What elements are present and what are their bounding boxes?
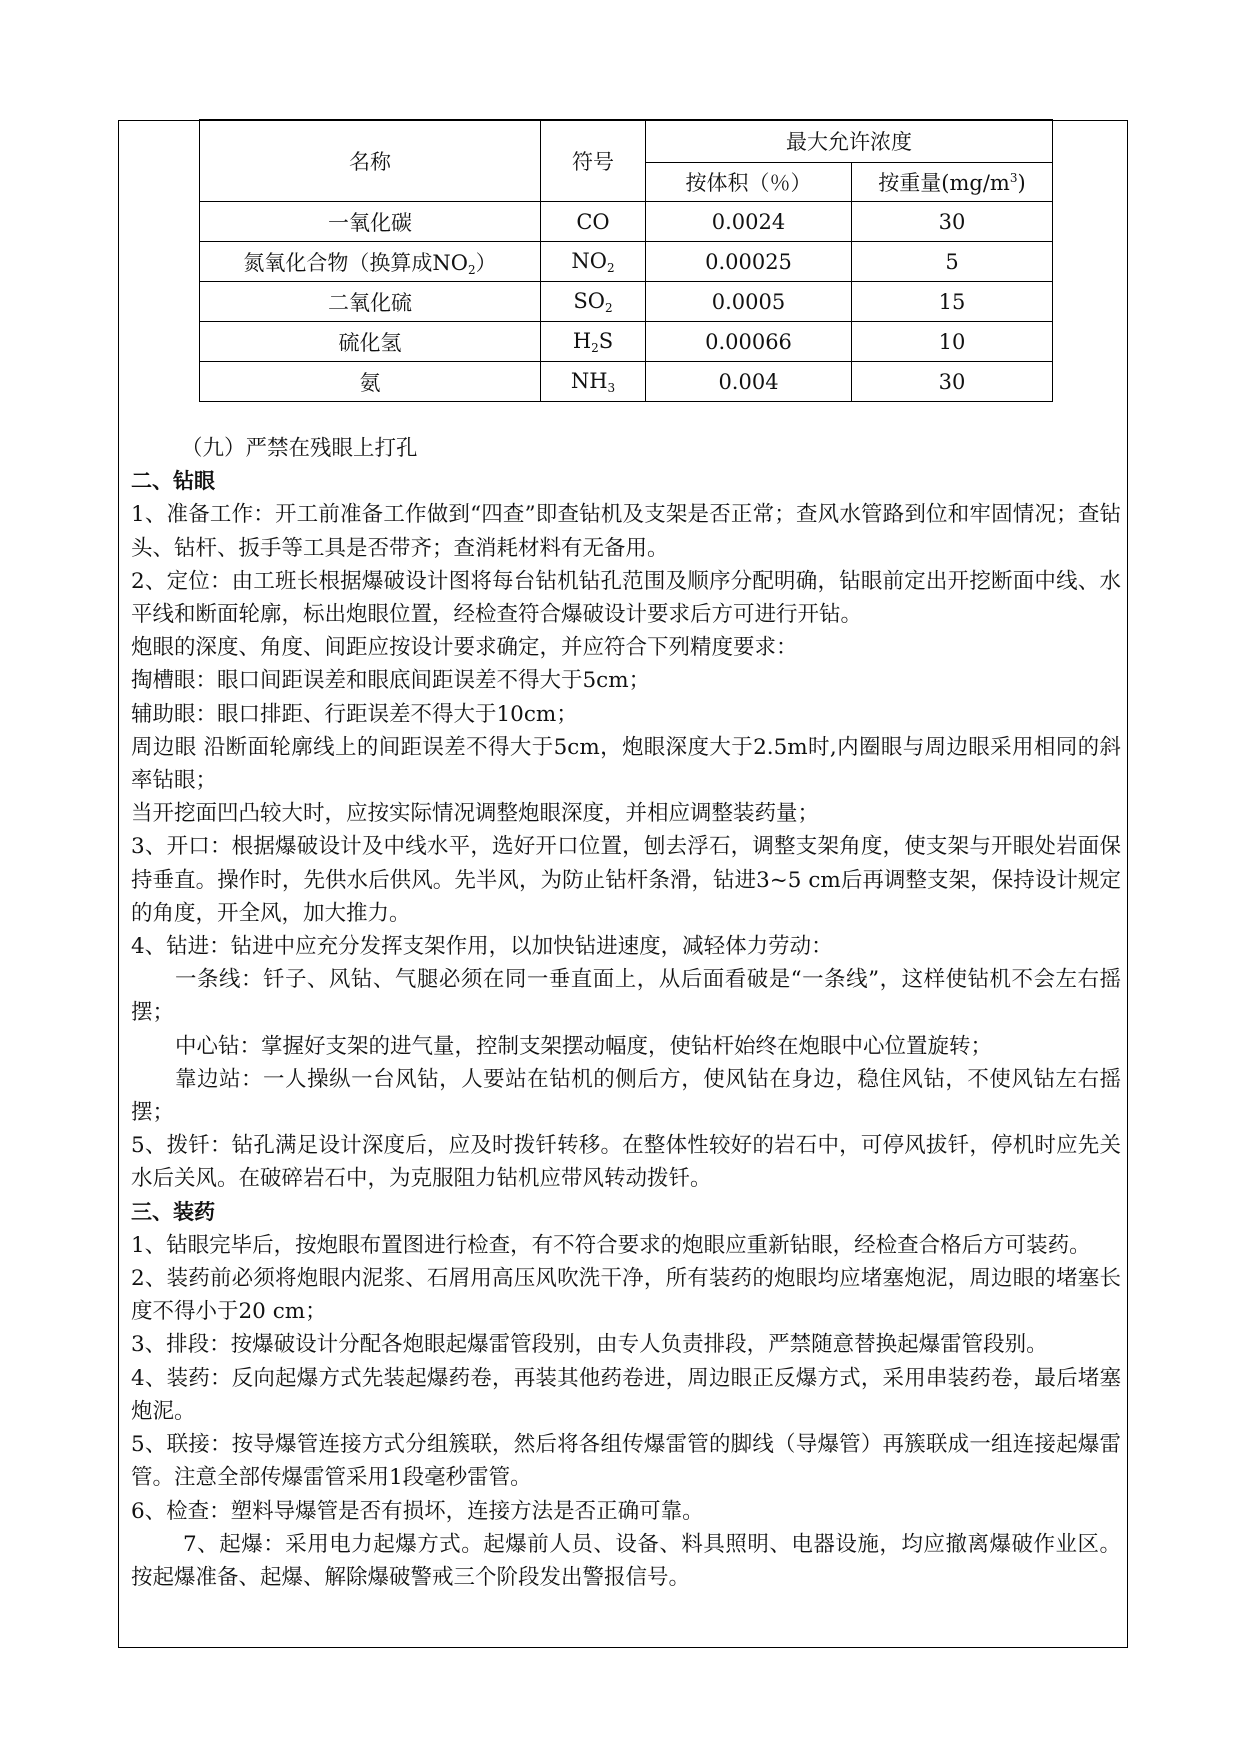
table-row: [200, 322, 1053, 362]
paragraph: 中心钻：掌握好支架的进气量，控制支架摆动幅度，使钻杆始终在炮眼中心位置旋转；: [175, 1033, 993, 1059]
paragraph: 6、检查：塑料导爆管是否有损坏，连接方法是否正确可靠。: [131, 1498, 704, 1524]
gas-weight: 15: [852, 282, 1053, 322]
paragraph: 4、钻进：钻进中应充分发挥支架作用，以加快钻进速度，减轻体力劳动：: [131, 934, 833, 960]
header-symbol: 符号: [541, 120, 646, 202]
gas-volume: 0.0024: [646, 202, 852, 242]
gas-volume: 0.00066: [646, 322, 852, 362]
paragraph: 4、装药：反向起爆方式先装起爆药卷，再装其他药卷进，周边眼正反爆方式，采用串装药卷，最后堵塞炮泥。: [131, 1365, 1121, 1424]
paragraph: 掏槽眼：眼口间距误差和眼底间距误差不得大于5cm；: [131, 668, 651, 694]
gas-symbol: CO: [541, 202, 646, 242]
gas-symbol: $NH_3$: [541, 362, 646, 402]
paragraph: 2、装药前必须将炮眼内泥浆、石屑用高压风吹洗干净，所有装药的炮眼均应堵塞炮泥，周边眼的堵塞长度不得小于20 cm；: [131, 1266, 1121, 1325]
paragraph: 辅助眼：眼口排距、行距误差不得大于10cm；: [131, 701, 578, 727]
paragraph: 靠边站：一人操纵一台风钻，人要站在钻机的侧后方，使风钻在身边，稳住风钻，不使风钻左右摇摆；: [131, 1066, 1121, 1126]
paragraph: 1、准备工作：开工前准备工作做到“四查”即查钻机及支架是否正常；查风水管路到位和牢固情况；查钻头、钻杆、扳手等工具是否带齐；查消耗材料有无备用。: [131, 502, 1121, 561]
item-9: （九）严禁在残眼上打孔: [181, 436, 418, 461]
paragraph: 5、拨钎：钻孔满足设计深度后，应及时拨钎转移。在整体性较好的岩石中，可停风拔钎，停机时应先关水后关风。在破碎岩石中，为克服阻力钻机应带风转动拨钎。: [131, 1133, 1121, 1192]
table-row: [200, 362, 1053, 402]
section-heading-charging: 三、装药: [131, 1199, 215, 1224]
paragraph: 7、起爆：采用电力起爆方式。起爆前人员、设备、料具照明、电器设施，均应撤离爆破作业区。按起爆准备、起爆、解除爆破警戒三个阶段发出警报信号。: [131, 1531, 1121, 1590]
paragraph: 周边眼 沿断面轮廓线上的间距误差不得大于5cm，炮眼深度大于2.5m时,内圈眼与周边眼采用相同的斜率钻眼；: [131, 734, 1121, 794]
table-row: [200, 242, 1053, 282]
paragraph: 一条线：钎子、风钻、气腿必须在同一垂直面上，从后面看破是“一条线”，这样使钻机不会左右摇摆；: [131, 967, 1121, 1026]
gas-weight: 5: [852, 242, 1053, 282]
gas-name: 氨: [200, 362, 541, 402]
gas-volume: 0.00025: [646, 242, 852, 282]
header-max-concentration: 最大允许浓度: [646, 120, 1053, 163]
paragraph: 5、联接：按导爆管连接方式分组簇联，然后将各组传爆雷管的脚线（导爆管）再簇联成一组连接起爆雷管。注意全部传爆雷管采用1段毫秒雷管。: [131, 1432, 1121, 1491]
header-by-weight: 按重量$(mg/m^3)$: [852, 163, 1053, 202]
header-name: 名称: [200, 120, 541, 202]
header-by-volume: 按体积（％）: [646, 163, 852, 202]
gas-weight: 30: [852, 202, 1053, 242]
section-heading-drilling: 二、钻眼: [131, 469, 215, 494]
gas-name: 二氧化硫: [200, 282, 541, 322]
table-row: [200, 202, 1053, 242]
gas-concentration-table: [199, 119, 1053, 402]
gas-symbol: $H_2S$: [541, 322, 646, 362]
gas-volume: 0.0005: [646, 282, 852, 322]
table-row: [200, 282, 1053, 322]
gas-weight: 30: [852, 362, 1053, 402]
gas-symbol: $SO_2$: [541, 282, 646, 322]
paragraph: 1、钻眼完毕后，按炮眼布置图进行检查，有不符合要求的炮眼应重新钻眼，经检查合格后方可装药。: [131, 1232, 1091, 1258]
paragraph: 3、排段：按爆破设计分配各炮眼起爆雷管段别，由专人负责排段，严禁随意替换起爆雷管段别。: [131, 1332, 1048, 1358]
document-body: [131, 432, 1121, 1594]
gas-weight: 10: [852, 322, 1053, 362]
paragraph: 当开挖面凹凸较大时，应按实际情况调整炮眼深度，并相应调整装药量；: [131, 801, 820, 827]
paragraph: 2、定位：由工班长根据爆破设计图将每台钻机钻孔范围及顺序分配明确，钻眼前定出开挖断面中线、水平线和断面轮廓，标出炮眼位置，经检查符合爆破设计要求后方可进行开钻。: [131, 568, 1121, 628]
paragraph: 炮眼的深度、角度、间距应按设计要求确定，并应符合下列精度要求：: [131, 635, 798, 661]
gas-name: 一氧化碳: [200, 202, 541, 242]
gas-name: 氮氧化合物（换算成$NO_2$）: [200, 242, 541, 282]
paragraph: 3、开口：根据爆破设计及中线水平，选好开口位置，刨去浮石，调整支架角度，使支架与开眼处岩面保持垂直。操作时，先供水后供风。先半风，为防止钻杆条滑，钻进3~5 cm后再调整支架，保持设计规定的角度，开全风，加大推力。: [131, 834, 1121, 926]
gas-volume: 0.004: [646, 362, 852, 402]
gas-symbol: $NO_2$: [541, 242, 646, 282]
gas-name: 硫化氢: [200, 322, 541, 362]
